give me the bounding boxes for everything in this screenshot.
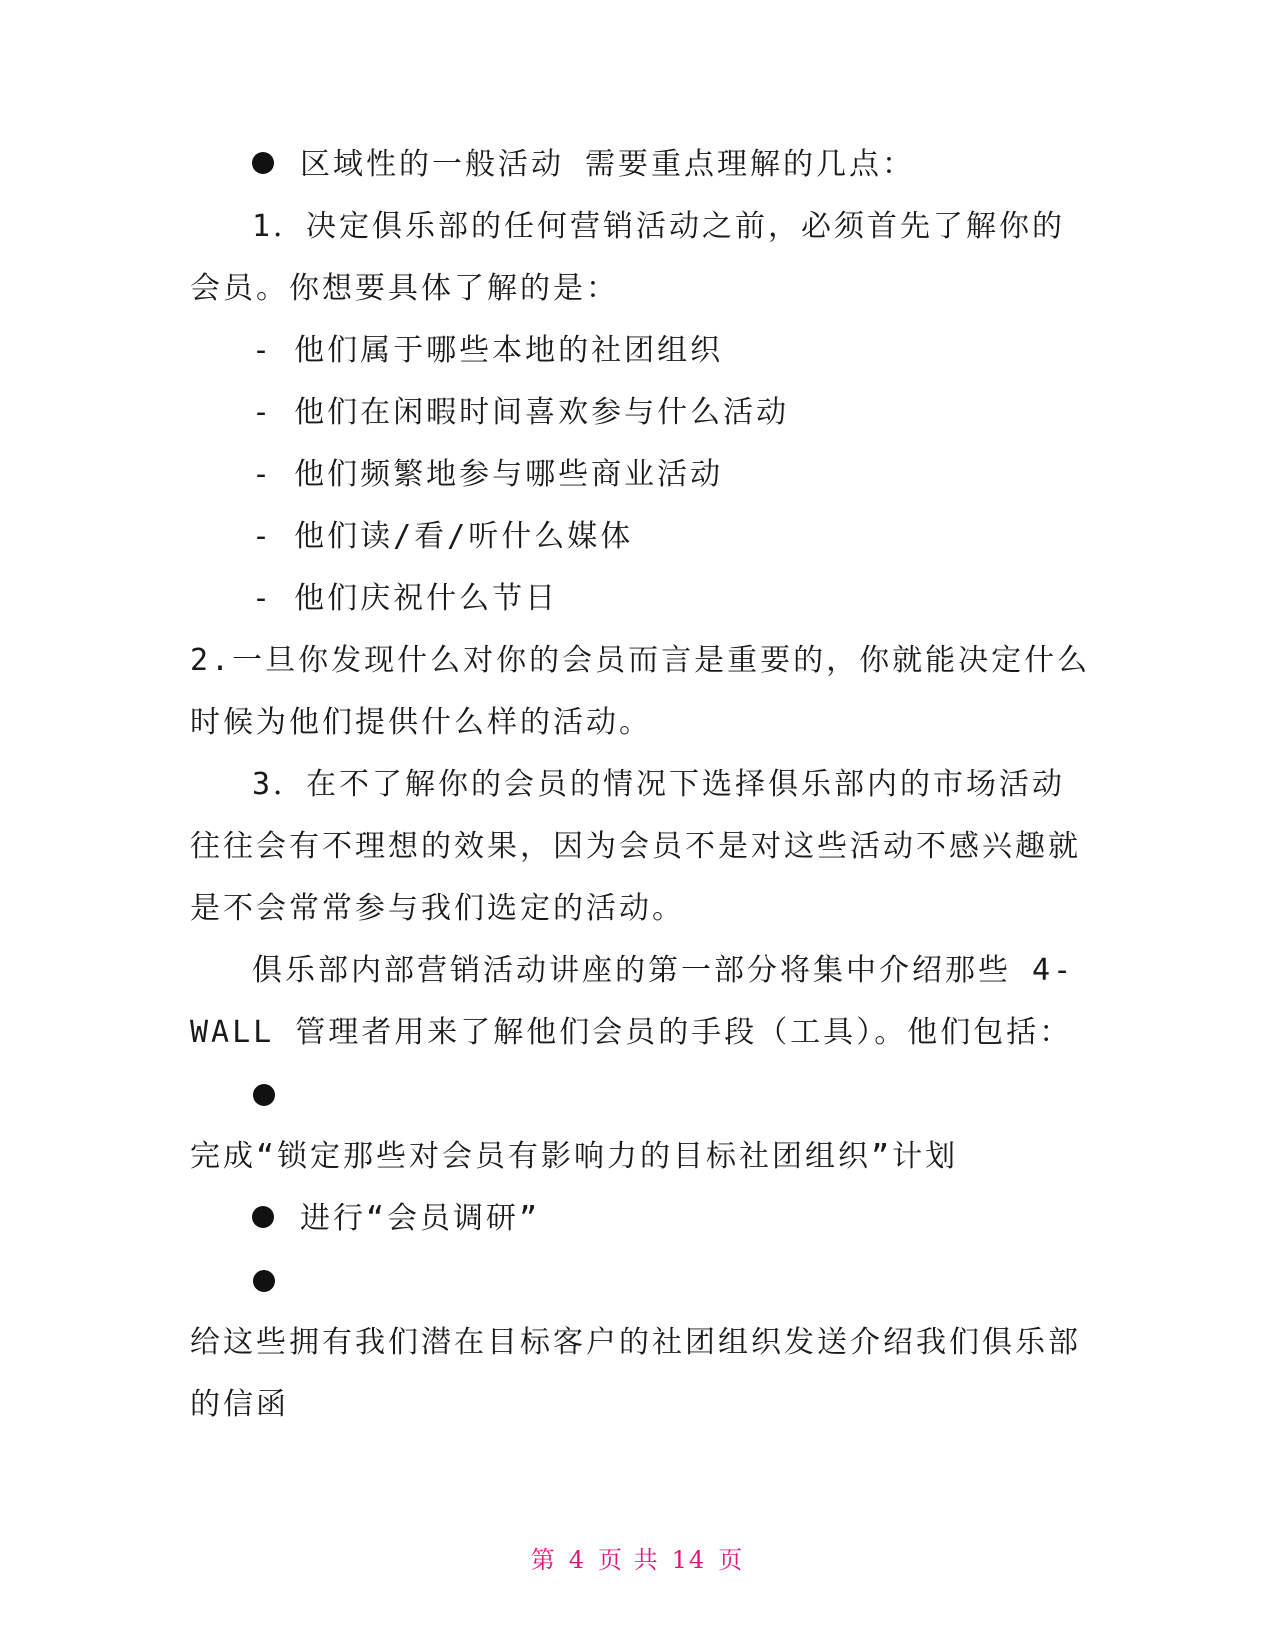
page-footer: [0, 1540, 1275, 1575]
paragraph-text: 进行“会员调研”: [300, 1201, 541, 1236]
paragraph-text: 3．在不了解你的会员的情况下选择俱乐部内的市场活动: [252, 767, 1066, 802]
bullet-icon: [252, 1206, 274, 1228]
footer-prefix: 第: [530, 1546, 557, 1574]
paragraph-text: 的信函: [190, 1387, 289, 1422]
paragraph-text: 完成“锁定那些对会员有影响力的目标社团组织”计划: [190, 1139, 959, 1174]
footer-total-pages: 14: [671, 1546, 707, 1574]
bullet-icon: [253, 1270, 275, 1292]
paragraph-text: WALL 管理者用来了解他们会员的手段（工具）。他们包括：: [190, 1015, 1073, 1050]
paragraph-text: 是不会常常参与我们选定的活动。: [190, 891, 685, 926]
paragraph-text: 会员。你想要具体了解的是：: [190, 271, 619, 306]
paragraph-text: 给这些拥有我们潜在目标客户的社团组织发送介绍我们俱乐部: [190, 1325, 1081, 1360]
paragraph-text: 区域性的一般活动 需要重点理解的几点：: [300, 147, 916, 182]
paragraph-text: 往往会有不理想的效果，因为会员不是对这些活动不感兴趣就: [190, 829, 1081, 864]
list-item: - 他们频繁地参与哪些商业活动: [252, 457, 724, 492]
paragraph-text: 时候为他们提供什么样的活动。: [190, 705, 652, 740]
list-item: - 他们属于哪些本地的社团组织: [252, 333, 724, 368]
bullet-line-regional-activities: [252, 145, 915, 185]
bullet-line-member-survey: [252, 1199, 540, 1239]
list-item: - 他们在闲暇时间喜欢参与什么活动: [252, 395, 790, 430]
list-item: - 他们庆祝什么节日: [252, 581, 559, 616]
footer-suffix: 页: [718, 1546, 745, 1574]
paragraph-text: 1．决定俱乐部的任何营销活动之前，必须首先了解你的: [252, 209, 1066, 244]
footer-middle: 页 共: [598, 1546, 660, 1574]
list-item: - 他们读/看/听什么媒体: [252, 519, 634, 554]
bullet-icon: [252, 152, 274, 174]
paragraph-text: 2.一旦你发现什么对你的会员而言是重要的，你就能决定什么: [190, 643, 1091, 678]
footer-page-number: 4: [568, 1546, 587, 1574]
bullet-icon: [253, 1084, 275, 1106]
paragraph-text: 俱乐部内部营销活动讲座的第一部分将集中介绍那些 4-: [252, 953, 1075, 988]
